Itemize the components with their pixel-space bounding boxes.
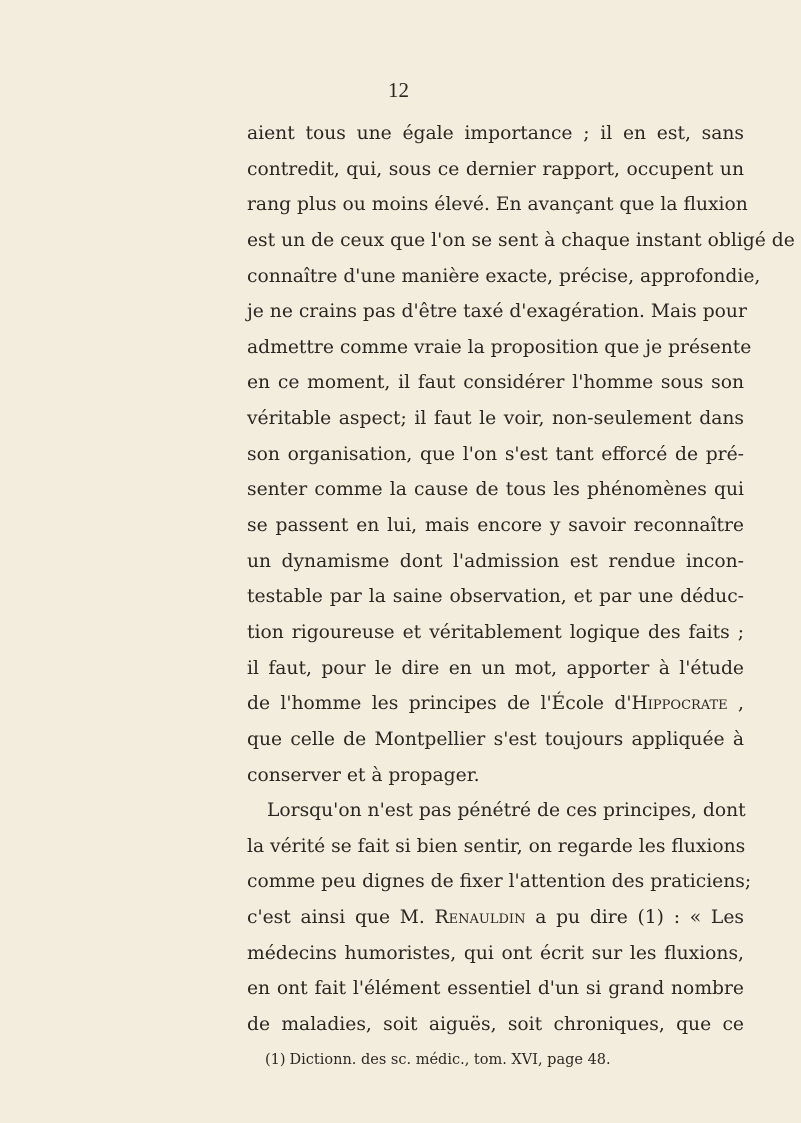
text-line: comme peu dignes de fixer l'attention des praticiens; (247, 871, 752, 893)
text-line: se passent en lui, mais encore y savoir reconnaître (247, 515, 744, 537)
text-line: conserver et à propager. (247, 764, 480, 786)
text-line: de maladies, soit aiguës, soit chroniques, que ce (247, 1014, 744, 1036)
author-name-renauldin: Renauldin (434, 907, 526, 929)
body-text (247, 116, 795, 1043)
text-line: testable par la saine observation, et par une déduc- (247, 586, 744, 608)
text-line: aient tous une égale importance ; il en est, sans (247, 123, 744, 144)
text-line: un dynamisme dont l'admission est rendue incon- (247, 550, 744, 572)
text-line: est un de ceux que l'on se sent à chaque instant obligé de (247, 229, 795, 251)
text-line: que celle de Montpellier s'est toujours appliquée à (247, 728, 744, 750)
text-line: connaître d'une manière exacte, précise, approfondie, (247, 265, 761, 287)
text-line: véritable aspect; il faut le voir, non-seulement dans (247, 408, 744, 430)
text-line: je ne crains pas d'être taxé d'exagération. Mais pour (247, 301, 747, 323)
text-fragment: c'est ainsi que M. (247, 907, 435, 929)
text-line: en ce moment, il faut considérer l'homme sous son (247, 372, 744, 394)
text-line: en ont fait l'élément essentiel d'un si grand nombre (247, 978, 744, 1000)
text-line: la vérité se fait si bien sentir, on regarde les fluxions (247, 835, 746, 857)
text-line: médecins humoristes, qui ont écrit sur les fluxions, (247, 942, 744, 964)
text-line: rang plus ou moins élevé. En avançant que la fluxion (247, 194, 748, 216)
text-fragment: de l'homme les principes de l'École d' (247, 693, 632, 715)
text-fragment: a pu dire (1) : « Les (525, 907, 744, 929)
footnote (265, 1052, 611, 1068)
footnote-text: Dictionn. des sc. médic., tom. XVI, page 48. (289, 1052, 611, 1068)
text-line-with-author (247, 686, 744, 722)
text-line: son organisation, que l'on s'est tant efforcé de pré- (247, 443, 744, 465)
text-line: senter comme la cause de tous les phénomènes qui (247, 479, 744, 501)
author-name-hippocrate: Hippocrate (631, 693, 728, 715)
text-line-with-author (247, 900, 744, 936)
page-number: 12 (388, 78, 409, 102)
text-line: contredit, qui, sous ce dernier rapport, occupent un (247, 158, 744, 180)
footnote-marker: (1) (265, 1052, 286, 1068)
text-line: Lorsqu'on n'est pas pénétré de ces principes, dont (267, 800, 746, 822)
text-fragment: , (727, 693, 744, 715)
text-line: tion rigoureuse et véritablement logique des faits ; (247, 621, 744, 643)
text-line: il faut, pour le dire en un mot, apporter à l'étude (247, 657, 744, 679)
text-line: admettre comme vraie la proposition que je présente (247, 336, 752, 358)
